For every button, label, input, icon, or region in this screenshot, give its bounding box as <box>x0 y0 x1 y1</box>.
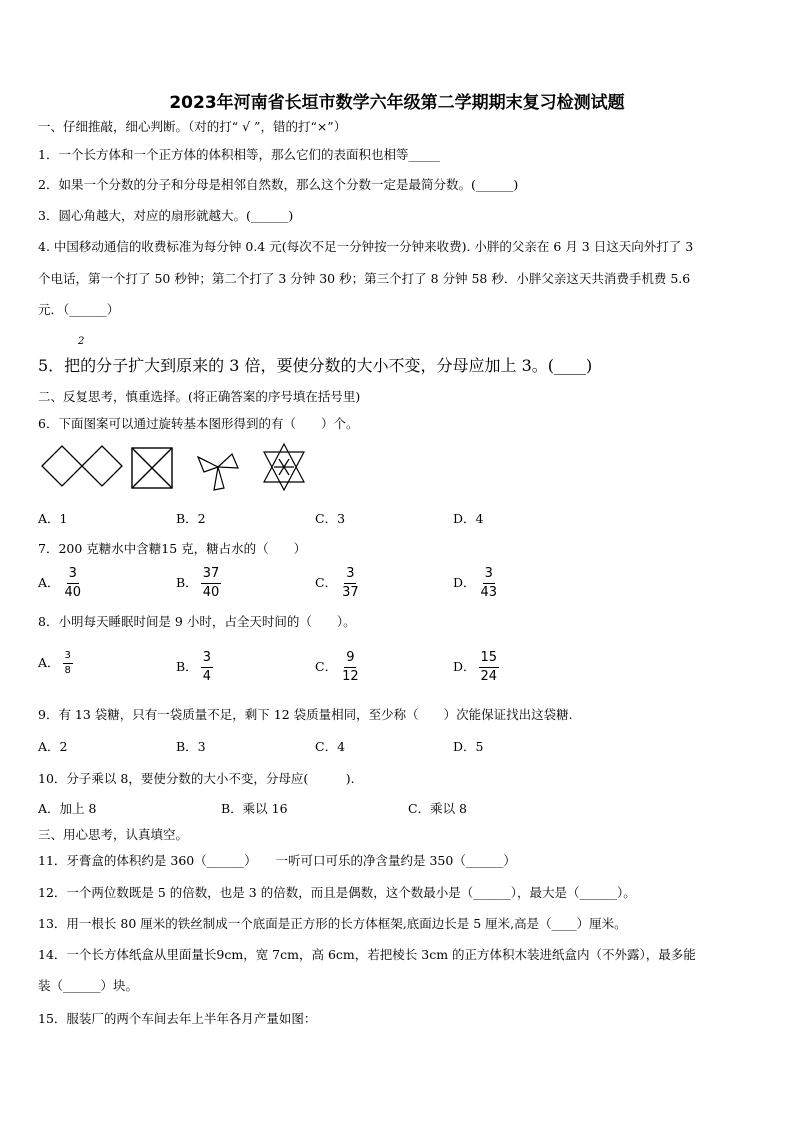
denominator: 8 <box>64 665 71 676</box>
question-8: 8．小明每天睡眠时间是 9 小时，占全天时间的（ ）。 <box>38 614 356 629</box>
question-9-option-c: C．4 <box>315 739 346 754</box>
section-2-heading: 二、反复思考，慎重选择。(将正确答案的序号填在括号里) <box>38 389 361 404</box>
question-10-option-a: A．加上 8 <box>38 801 97 816</box>
fraction <box>201 650 213 685</box>
question-8-option-b <box>176 650 213 685</box>
denominator: 40 <box>64 585 82 600</box>
question-9-option-b: B．3 <box>176 739 206 754</box>
question-8-option-c <box>315 650 361 685</box>
question-8-option-a <box>38 650 73 677</box>
numerator: 3 <box>67 566 79 584</box>
section-3-heading: 三、用心思考，认真填空。 <box>38 827 189 842</box>
question-9-option-d: D．5 <box>453 739 484 754</box>
question-7: 7．200 克糖水中含糖15 克，糖占水的（ ） <box>38 541 307 556</box>
option-label: C． <box>315 659 338 674</box>
figure-tilted-squares <box>42 446 122 486</box>
question-4-line-2: 个电话，第一个打了 50 秒钟；第二个打了 3 分钟 30 秒；第三个打了 8 分钟 58 秒．小胖父亲这天共消费手机费 5.6 <box>38 271 691 286</box>
question-10: 10．分子乘以 8，要使分数的大小不变，分母应( ). <box>38 771 355 786</box>
question-6-option-c: C．3 <box>315 511 346 526</box>
question-3: 3．圆心角越大，对应的扇形就越大。(______) <box>38 208 294 223</box>
figure-pinwheel <box>198 454 238 490</box>
figure-square-with-diagonals <box>132 448 172 488</box>
question-7-option-c <box>315 566 361 601</box>
option-label: A． <box>38 575 60 590</box>
option-label: C． <box>315 575 338 590</box>
fraction <box>63 650 73 677</box>
question-6-option-d: D．4 <box>453 511 484 526</box>
question-6-figures <box>38 442 358 494</box>
denominator: 24 <box>480 669 498 684</box>
numerator: 3 <box>483 566 495 584</box>
question-15: 15．服装厂的两个车间去年上半年各月产量如图： <box>38 1011 317 1026</box>
numerator: 15 <box>479 650 500 668</box>
question-6: 6．下面图案可以通过旋转基本图形得到的有（ ）个。 <box>38 416 359 431</box>
option-label: B． <box>176 575 198 590</box>
question-13: 13．用一根长 80 厘米的铁丝制成一个底面是正方形的长方体框架,底面边长是 5 厘米,高是（____）厘米。 <box>38 916 627 931</box>
numerator: 3 <box>201 650 213 668</box>
numerator: 9 <box>344 650 356 668</box>
question-4-line-3: 元．（______） <box>38 302 120 317</box>
question-7-option-b <box>176 566 221 601</box>
question-8-option-d <box>453 650 499 685</box>
fraction <box>340 650 361 685</box>
fraction <box>479 650 500 685</box>
question-5: 5．把的分子扩大到原来的 3 倍，要使分数的大小不变，分母应加上 3。(____) <box>38 356 593 375</box>
question-6-option-b: B．2 <box>176 511 206 526</box>
question-4-line-1: 4. 中国移动通信的收费标准为每分钟 0.4 元(每次不足一分钟按一分钟来收费). 小胖的父亲在 6 月 3 日这天向外打了 3 <box>38 239 694 254</box>
option-label: A． <box>38 655 60 670</box>
question-6-option-a: A．1 <box>38 511 68 526</box>
question-14-line-1: 14．一个长方体纸盒从里面量长9cm，宽 7cm，高 6cm，若把棱长 3cm 的正方体积木装进纸盒内（不外露），最多能 <box>38 947 696 962</box>
denominator: 40 <box>202 585 220 600</box>
fraction <box>63 566 84 601</box>
fraction <box>340 566 361 601</box>
denominator: 12 <box>342 669 359 684</box>
question-1: 1．一个长方体和一个正方体的体积相等，那么它们的表面积也相等_____ <box>38 147 440 162</box>
question-14-line-2: 装（______）块。 <box>38 978 139 993</box>
numerator: 3 <box>344 566 356 584</box>
page-title: 2023年河南省长垣市数学六年级第二学期期末复习检测试题 <box>169 93 625 113</box>
denominator: 37 <box>342 585 359 600</box>
fraction <box>479 566 500 601</box>
question-2: 2．如果一个分数的分子和分母是相邻自然数，那么这个分数一定是最简分数。(______) <box>38 177 519 192</box>
fraction <box>201 566 222 601</box>
question-5-fraction-superscript: 2 <box>78 336 85 347</box>
question-7-option-a <box>38 566 83 601</box>
question-10-option-b: B．乘以 16 <box>221 801 288 816</box>
option-label: B． <box>176 659 198 674</box>
numerator: 37 <box>201 566 222 584</box>
denominator: 4 <box>202 669 211 684</box>
question-9-option-a: A．2 <box>38 739 68 754</box>
option-label: D． <box>453 659 476 674</box>
question-11: 11．牙膏盒的体积约是 360（______） 一听可口可乐的净含量约是 350（______） <box>38 853 516 868</box>
section-1-heading: 一、仔细推敲，细心判断。（对的打“ √ ”，错的打“×”） <box>38 119 347 134</box>
question-10-option-c: C．乘以 8 <box>408 801 467 816</box>
question-12: 12．一个两位数既是 5 的倍数，也是 3 的倍数，而且是偶数，这个数最小是（______），最大是（______）。 <box>38 885 636 900</box>
figure-six-point-star <box>264 444 304 490</box>
numerator: 3 <box>63 650 73 664</box>
option-label: D． <box>453 575 476 590</box>
question-9: 9．有 13 袋糖，只有一袋质量不足，剩下 12 袋质量相同，至少称（ ）次能保证找出这袋糖. <box>38 707 573 722</box>
question-7-option-d <box>453 566 499 601</box>
denominator: 43 <box>480 585 498 600</box>
